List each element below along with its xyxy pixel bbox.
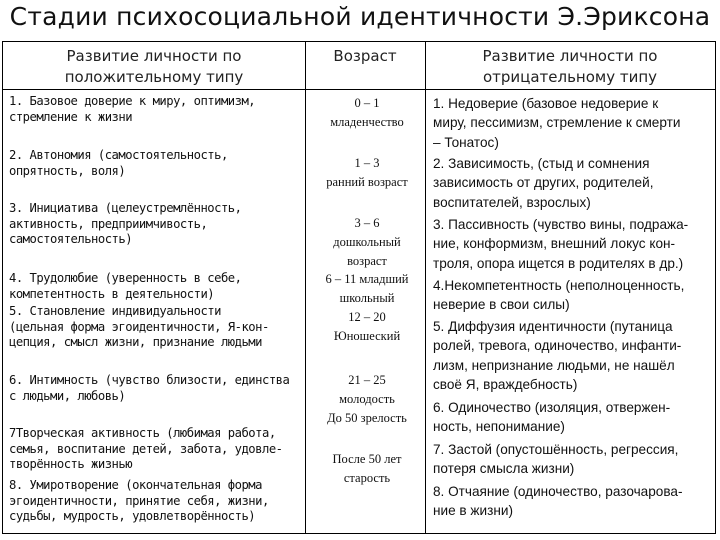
positive-stage-1: 1. Базовое доверие к миру, оптимизм, стремление к жизни [9, 94, 256, 124]
column-divider [425, 42, 426, 533]
age-stage-7: После 50 лет старость [332, 452, 402, 485]
age-stage-3: 3 – 6 дошкольный возраст [333, 216, 401, 268]
negative-stage-4: 4.Некомпетентность (неполноценность, неверие в свои силы) [433, 278, 685, 313]
negative-stage-3: 3. Пассивность (чувство вины, подража- ние, конформизм, внешний локус кон- троля, опора ищется в родителях в др.) [433, 217, 689, 271]
age-stage-4: 6 – 11 младший школьный [325, 272, 409, 305]
negative-stage-1: 1. Недоверие (базовое недоверие к миру, пессимизм, стремление к смерти – Тонатос) [433, 96, 681, 150]
positive-stage-3: 3. Инициатива (целеустремлённость, активность, предприимчивость, самостоятельность) [9, 201, 242, 246]
positive-stage-5: 5. Становление индивидуальности (цельная форма эгоидентичности, Я-кон- цепция, смысл жизни, признание людьми [9, 304, 269, 349]
page-title: Стадии психосоциальной идентичности Э.Эриксона [9, 2, 711, 31]
header-age: Возраст [333, 47, 397, 65]
negative-stage-5: 5. Диффузия идентичности (путаница ролей, тревога, одиночество, инфанти- лизм, непризнание людьми, не нашёл своё Я, враждебность) [433, 319, 682, 392]
positive-stage-2: 2. Автономия (самостоятельность, опрятность, воля) [9, 148, 228, 178]
header-positive: Развитие личности по положительному типу [64, 47, 244, 86]
negative-stage-7: 7. Застой (опустошённость, регрессия, потеря смысла жизни) [433, 442, 679, 477]
positive-stage-4: 4. Трудолюбие (уверенность в себе, компетентность в деятельности) [9, 271, 242, 301]
age-stage-5: 12 – 20 Юношеский [333, 310, 401, 343]
age-stage-2: 1 – 3 ранний возраст [326, 156, 408, 189]
age-stage-1: 0 – 1 младенчество [330, 96, 404, 129]
positive-stage-8: 8. Умиротворение (окончательная форма эгоидентичности, принятие себя, жизни, судьбы, мудрость, удовлетворённость) [9, 478, 269, 523]
positive-stage-7: 7Творческая активность (любимая работа, семья, воспитание детей, забота, удовле- творённость жизнью [9, 426, 283, 471]
stages-table [2, 41, 716, 534]
negative-stage-2: 2. Зависимость, (стыд и сомнения зависимость от других, родителей, воспитателей, взрослых) [433, 156, 654, 210]
header-divider [3, 89, 715, 90]
negative-stage-6: 6. Одиночество (изоляция, отвержен- ность, непонимание) [433, 400, 671, 435]
header-negative: Развитие личности по отрицательному типу [482, 47, 658, 86]
age-stage-6: 21 – 25 молодость До 50 зрелость [327, 373, 407, 425]
positive-stage-6: 6. Интимность (чувство близости, единства с людьми, любовь) [9, 373, 290, 403]
negative-stage-8: 8. Отчаяние (одиночество, разочарова- ние в жизни) [433, 484, 683, 519]
